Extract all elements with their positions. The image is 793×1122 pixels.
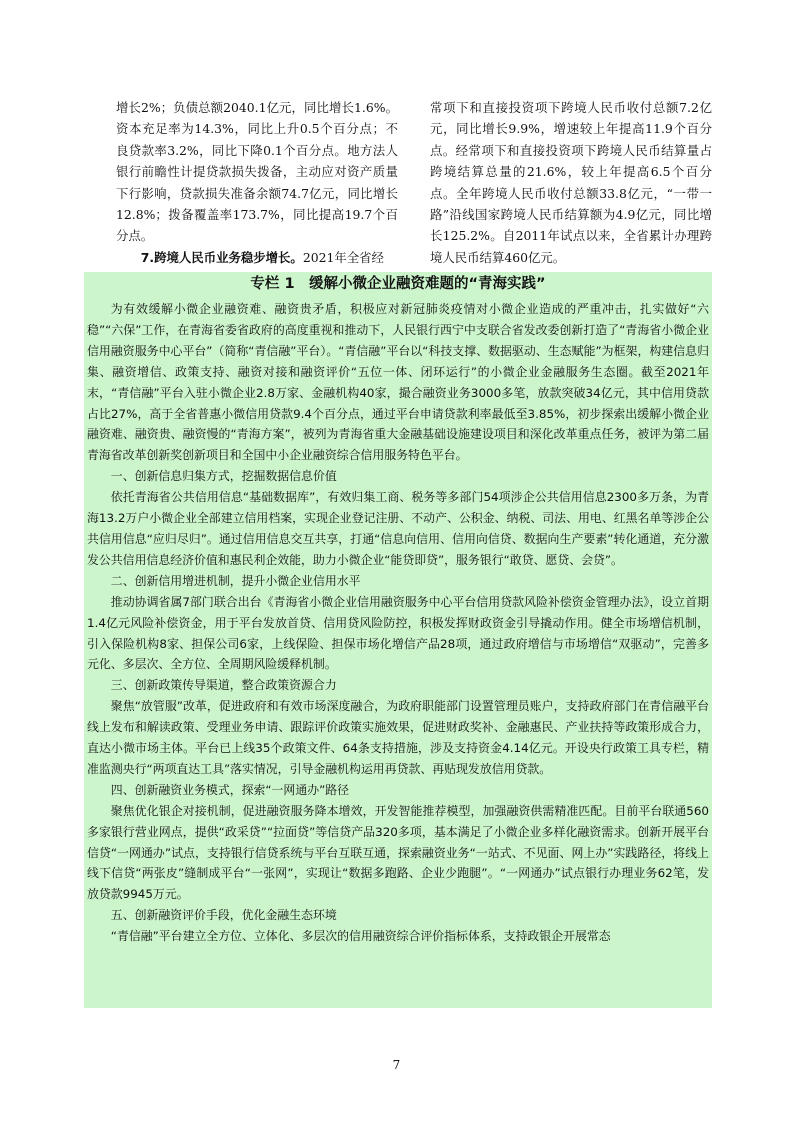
section-7-text: 2021年全省经	[302, 249, 384, 265]
box-section-4-text: 聚焦优化银企对接机制，促进融资服务降本增效，开发智能推荐模型，加强融资供需精准匹配。目前平台联通560多家银行营业网点，提供“政采贷”“拉面贷”等信贷产品320多项，基本满足了小微企业多样化融资需求。创新开展平台信贷“一网通办”试点，支持银行信贷系统与平台互联互通，探索融资业务“一站式、不见面、网上办”实践路径，将线上线下信贷“两张皮”缝制成平台“一张网”，实现让“数据多跑路、企业少跑腿”。“一网通办”试点银行办理业务62笔，发放贷款9945万元。	[87, 803, 709, 902]
right-paragraph-1: 常项下和直接投资项下跨境人民币收付总额7.2亿元，同比增长9.9%，增速较上年提高11.9个百分点。经常项下和直接投资项下跨境人民币结算量占跨境结算总量的21.6%，较上年提高6.5个百分点。全年跨境人民币收付总额33.8亿元，“一带一路”沿线国家跨境人民币结算额为4.9亿元，同比增长125.2%。自2011年试点以来，全省累计办理跨境人民币结算460亿元。	[430, 100, 712, 265]
box-section-5-text: “青信融”平台建立全方位、立体化、多层次的信用融资综合评价指标体系，支持政银企开展常态	[110, 929, 611, 944]
left-column	[116, 97, 398, 268]
two-column-body	[116, 97, 712, 268]
left-paragraph-1: 增长2%；负债总额2040.1亿元，同比增长1.6%。资本充足率为14.3%，同比上升0.5个百分点；不良贷款率3.2%，同比下降0.1个百分点。地方法人银行前瞻性计提贷款损失拨备，主动应对资产质量下行影响，贷款损失准备余额74.7亿元，同比增长12.8%；拨备覆盖率173.7%，同比提高19.7个百分点。	[116, 100, 398, 244]
box-section-2-text: 推动协调省属7部门联合出台《青海省小微企业信用融资服务中心平台信用贷款风险补偿资金管理办法》，设立首期1.4亿元风险补偿资金，用于平台发放首贷、信用贷风险防控，积极发挥财政资金引导撬动作用。健全市场增信机制，引入保险机构8家、担保公司6家，上线保险、担保市场化增信产品28项，通过政府增信与市场增信“双驱动”，完善多元化、多层次、全方位、全周期风险缓释机制。	[87, 594, 709, 672]
box-section-4-title: 四、创新融资业务模式，探索“一网通办”路径	[110, 782, 350, 797]
feature-box	[84, 272, 712, 1008]
left-paragraph-2	[116, 247, 398, 268]
right-column	[430, 97, 712, 268]
box-title: 专栏 1 缓解小微企业融资难题的“青海实践”	[250, 276, 546, 292]
box-section-3-title: 三、创新政策传导渠道，整合政策资源合力	[110, 678, 337, 693]
box-intro: 为有效缓解小微企业融资难、融资贵矛盾，积极应对新冠肺炎疫情对小微企业造成的严重冲击，扎实做好“六稳”“六保”工作，在青海省委省政府的高度重视和推动下，人民银行西宁中支联合省发改委创新打造了“青海省小微企业信用融资服务中心平台”（简称“青信融”平台）。“青信融”平台以“科技支撑、数据驱动、生态赋能”为框架，构建信息归集、融资增信、政策支持、融资对接和融资评价“五位一体、闭环运行”的小微企业金融服务生态圈。截至2021年末，“青信融”平台入驻小微企业2.8万家、金融机构40家，撮合融资业务3000多笔，放款突破34亿元，其中信用贷款占比27%，高于全省普惠小微信用贷款9.4个百分点，通过平台申请贷款利率最低至3.85%，初步探索出缓解小微企业融资难、融资贵、融资慢的“青海方案”，被列为青海省重大金融基础设施建设项目和深化改革重点任务，被评为第二届青海省改革创新奖创新项目和全国中小企业融资综合信用服务特色平台。	[87, 302, 709, 463]
box-section-2-title: 二、创新信用增进机制，提升小微企业信用水平	[110, 573, 361, 588]
page-number: 7	[392, 1058, 401, 1072]
box-section-5-title: 五、创新融资评价手段，优化金融生态环境	[110, 908, 337, 923]
section-7-heading: 7.跨境人民币业务稳步增长。	[140, 249, 303, 265]
box-section-3-text: 聚焦“放管服”改革，促进政府和有效市场深度融合，为政府职能部门设置管理员账户，支持政府部门在青信融平台线上发布和解读政策、受理业务申请、跟踪评价政策实施效果，促进财政奖补、金融惠民、产业扶持等政策形成合力，直达小微市场主体。平台已上线35个政策文件、64条支持措施，涉及支持资金4.14亿元。开设央行政策工具专栏，精准监测央行“两项直达工具”落实情况，引导金融机构运用再贷款、再贴现发放信用贷款。	[87, 699, 709, 776]
box-section-1-title: 一、创新信息归集方式，挖掘数据信息价值	[110, 469, 337, 484]
box-section-1-text: 依托青海省公共信用信息“基础数据库”，有效归集工商、税务等多部门54项涉企公共信用信息2300多万条，为青海13.2万户小微企业全部建立信用档案，实现企业登记注册、不动产、公积金、纳税、司法、用电、红黑名单等涉企公共信用信息“应归尽归”。通过信用信息交互共享，打通“信息向信用、信用向信贷、数据向生产要素”转化通道，充分激发公共信用信息经济价值和惠民利企效能，助力小微企业“能贷即贷”，服务银行“敢贷、愿贷、会贷”。	[87, 490, 709, 567]
